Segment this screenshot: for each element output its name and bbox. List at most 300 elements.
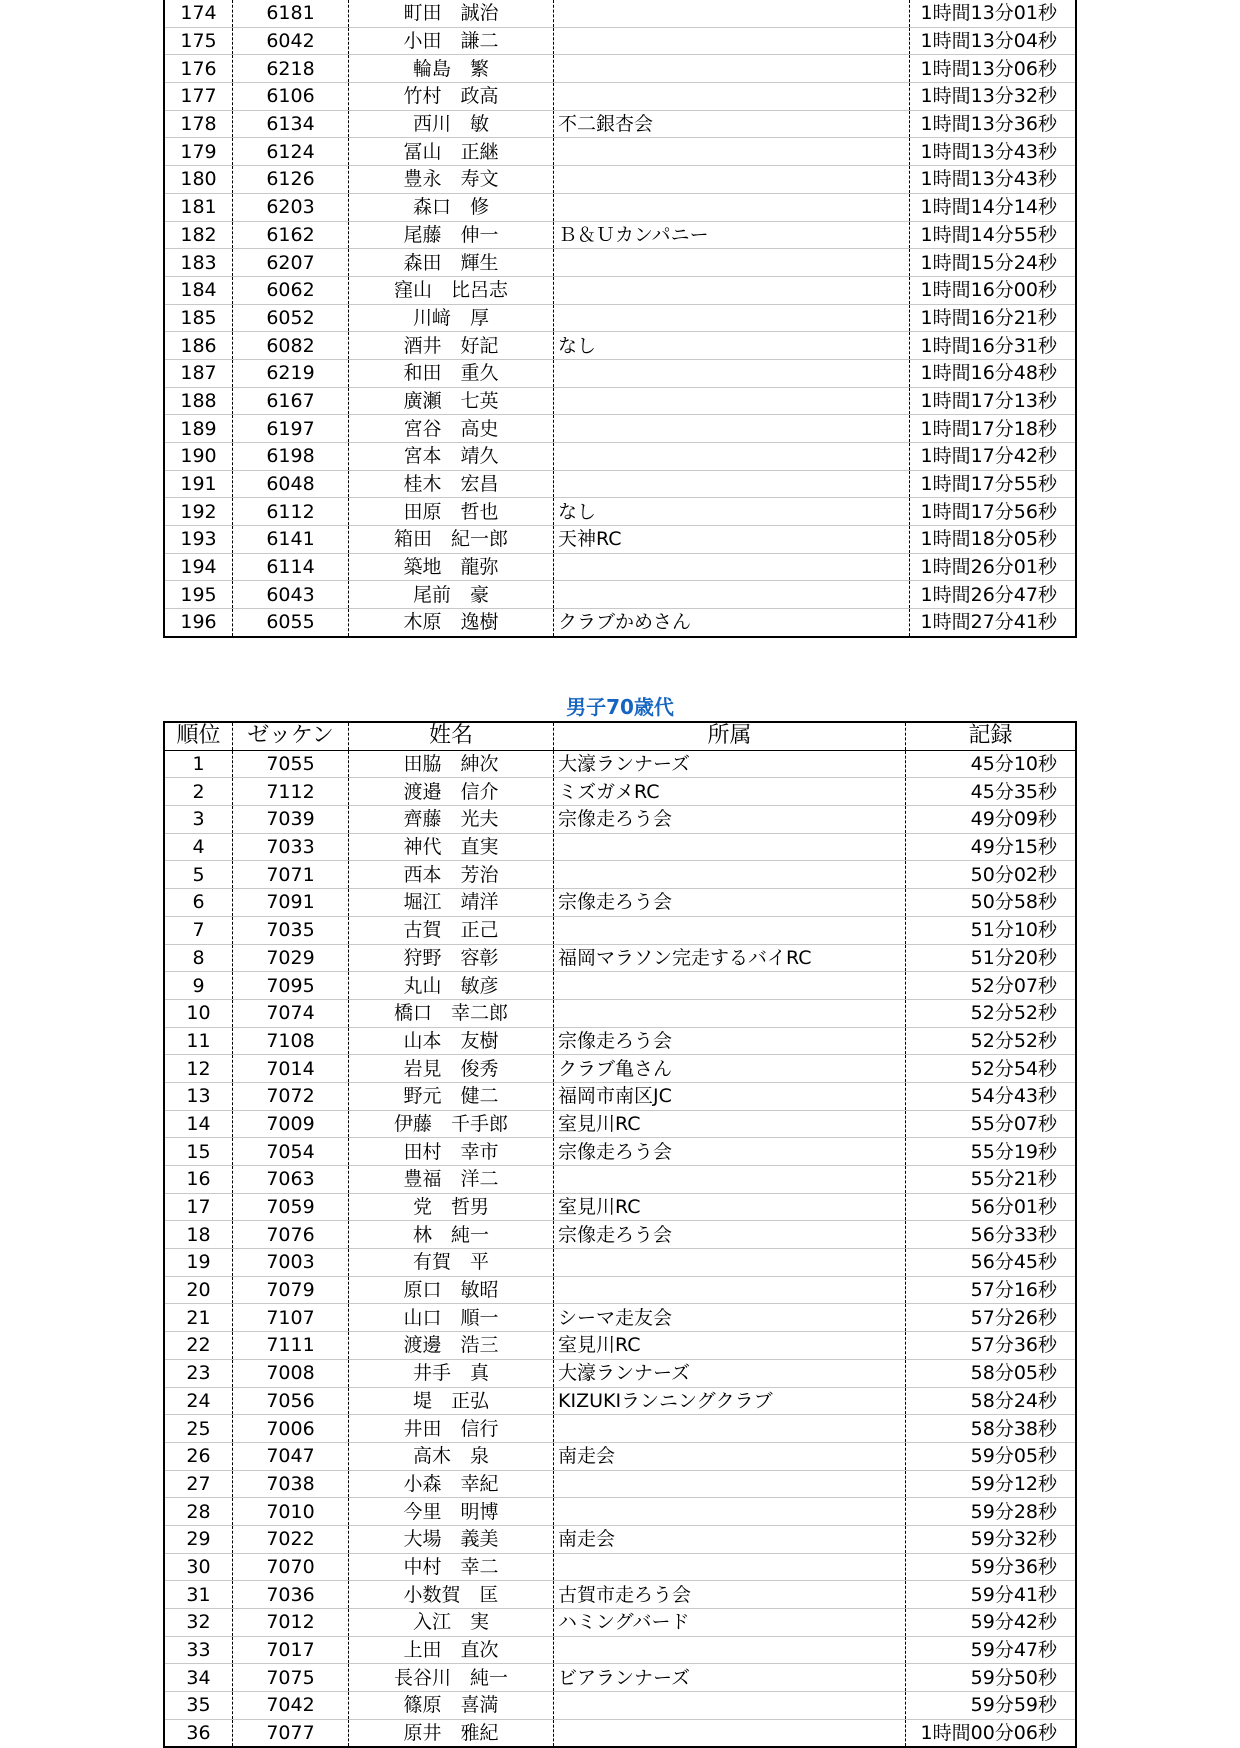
bib-cell: 6218	[233, 55, 349, 83]
table-row	[164, 470, 1076, 498]
record-cell: 1時間26分01秒	[910, 553, 1077, 581]
table-row	[164, 861, 1076, 889]
affiliation-cell	[554, 27, 910, 55]
affiliation-cell	[554, 1415, 906, 1443]
table-row	[164, 138, 1076, 166]
record-cell: 1時間14分55秒	[910, 221, 1077, 249]
name-cell: 冨山 正継	[349, 138, 554, 166]
record-cell: 1時間13分32秒	[910, 83, 1077, 111]
header-affiliation: 所属	[554, 722, 906, 750]
bib-cell: 7036	[233, 1581, 349, 1609]
bib-cell: 7091	[233, 889, 349, 917]
name-cell: 野元 健二	[349, 1082, 554, 1110]
rank-cell: 186	[164, 332, 233, 360]
bib-cell: 6048	[233, 470, 349, 498]
affiliation-cell: なし	[554, 332, 910, 360]
record-cell: 1時間16分21秒	[910, 304, 1077, 332]
rank-cell: 28	[164, 1498, 233, 1526]
table-row	[164, 83, 1076, 111]
header-row	[164, 722, 1076, 750]
table-row	[164, 1359, 1076, 1387]
name-cell: 川﨑 厚	[349, 304, 554, 332]
bib-cell: 6181	[233, 0, 349, 27]
affiliation-cell: 大濠ランナーズ	[554, 1359, 906, 1387]
name-cell: 井田 信行	[349, 1415, 554, 1443]
affiliation-cell	[554, 166, 910, 194]
record-cell: 57分16秒	[906, 1276, 1077, 1304]
bib-cell: 7108	[233, 1027, 349, 1055]
bib-cell: 7107	[233, 1304, 349, 1332]
affiliation-cell	[554, 249, 910, 277]
table-row	[164, 1110, 1076, 1138]
bib-cell: 7038	[233, 1470, 349, 1498]
name-cell: 廣瀬 七英	[349, 387, 554, 415]
rank-cell: 16	[164, 1166, 233, 1194]
bib-cell: 7022	[233, 1525, 349, 1553]
name-cell: 今里 明博	[349, 1498, 554, 1526]
record-cell: 56分33秒	[906, 1221, 1077, 1249]
bib-cell: 6141	[233, 526, 349, 554]
bib-cell: 6042	[233, 27, 349, 55]
affiliation-cell	[554, 553, 910, 581]
affiliation-cell: シーマ走友会	[554, 1304, 906, 1332]
bib-cell: 7014	[233, 1055, 349, 1083]
name-cell: 上田 直次	[349, 1636, 554, 1664]
header-rank: 順位	[164, 722, 233, 750]
name-cell: 豊福 洋二	[349, 1166, 554, 1194]
table-row	[164, 1553, 1076, 1581]
name-cell: 木原 逸樹	[349, 609, 554, 637]
record-cell: 1時間17分13秒	[910, 387, 1077, 415]
affiliation-cell	[554, 916, 906, 944]
affiliation-cell: クラブかめさん	[554, 609, 910, 637]
table-row	[164, 1498, 1076, 1526]
rank-cell: 18	[164, 1221, 233, 1249]
bib-cell: 6134	[233, 110, 349, 138]
bib-cell: 6126	[233, 166, 349, 194]
record-cell: 56分45秒	[906, 1249, 1077, 1277]
bib-cell: 7079	[233, 1276, 349, 1304]
record-cell: 1時間00分06秒	[920, 1722, 1057, 1745]
table-row	[164, 1387, 1076, 1415]
bib-cell: 7010	[233, 1498, 349, 1526]
record-cell: 55分07秒	[906, 1110, 1077, 1138]
bib-cell: 7070	[233, 1553, 349, 1581]
name-cell: 小森 幸紀	[349, 1470, 554, 1498]
name-cell: 古賀 正己	[349, 916, 554, 944]
name-cell: 狩野 容彰	[349, 944, 554, 972]
name-cell: 田原 哲也	[349, 498, 554, 526]
rank-cell: 176	[164, 55, 233, 83]
rank-cell: 32	[164, 1609, 233, 1637]
rank-cell: 35	[164, 1692, 233, 1720]
affiliation-cell: 福岡市南区JC	[554, 1082, 906, 1110]
header-name: 姓名	[349, 722, 554, 750]
affiliation-cell	[554, 833, 906, 861]
name-cell: 町田 誠治	[349, 0, 554, 27]
record-cell: 1時間15分24秒	[910, 249, 1077, 277]
name-cell: 田脇 紳次	[349, 750, 554, 778]
rank-cell: 5	[164, 861, 233, 889]
record-cell: 50分02秒	[906, 861, 1077, 889]
affiliation-cell: 福岡マラソン完走するバイRC	[554, 944, 906, 972]
table-row	[164, 750, 1076, 778]
bib-cell: 6203	[233, 193, 349, 221]
table-row	[164, 553, 1076, 581]
bib-cell: 7111	[233, 1332, 349, 1360]
record-cell: 1時間16分31秒	[910, 332, 1077, 360]
rank-cell: 183	[164, 249, 233, 277]
rank-cell: 8	[164, 944, 233, 972]
bib-cell: 7017	[233, 1636, 349, 1664]
table-row	[164, 1692, 1076, 1720]
record-cell: 59分42秒	[906, 1609, 1077, 1637]
bib-cell: 6207	[233, 249, 349, 277]
affiliation-cell: 室見川RC	[554, 1332, 906, 1360]
rank-cell: 178	[164, 110, 233, 138]
name-cell: 田村 幸市	[349, 1138, 554, 1166]
bib-cell: 6167	[233, 387, 349, 415]
table-row	[164, 1609, 1076, 1637]
name-cell: 山本 友樹	[349, 1027, 554, 1055]
affiliation-cell: 宗像走ろう会	[554, 1027, 906, 1055]
table-row	[164, 526, 1076, 554]
bib-cell: 6043	[233, 581, 349, 609]
affiliation-cell	[554, 470, 910, 498]
record-cell: 1時間13分01秒	[910, 0, 1077, 27]
table-row	[164, 249, 1076, 277]
affiliation-cell	[554, 1498, 906, 1526]
record-cell: 1時間16分00秒	[910, 276, 1077, 304]
record-cell: 1時間13分04秒	[910, 27, 1077, 55]
name-cell: 西川 敏	[349, 110, 554, 138]
table-row	[164, 1221, 1076, 1249]
table-row	[164, 1304, 1076, 1332]
rank-cell: 25	[164, 1415, 233, 1443]
affiliation-cell	[554, 359, 910, 387]
name-cell: 森口 修	[349, 193, 554, 221]
rank-cell: 13	[164, 1082, 233, 1110]
name-cell: 豊永 寿文	[349, 166, 554, 194]
bib-cell: 7056	[233, 1387, 349, 1415]
bib-cell: 7059	[233, 1193, 349, 1221]
rank-cell: 29	[164, 1525, 233, 1553]
rank-cell: 10	[164, 999, 233, 1027]
record-cell: 52分52秒	[906, 999, 1077, 1027]
affiliation-cell	[554, 387, 910, 415]
bib-cell: 6106	[233, 83, 349, 111]
bib-cell: 6062	[233, 276, 349, 304]
table-row	[164, 1166, 1076, 1194]
table-row	[164, 609, 1076, 637]
table-row	[164, 276, 1076, 304]
table-row	[164, 944, 1076, 972]
record-cell: 1時間17分55秒	[910, 470, 1077, 498]
name-cell: 桂木 宏昌	[349, 470, 554, 498]
bib-cell: 7029	[233, 944, 349, 972]
results-table-2	[163, 721, 1077, 1748]
record-cell: 58分38秒	[906, 1415, 1077, 1443]
affiliation-cell: 宗像走ろう会	[554, 1138, 906, 1166]
bib-cell: 6112	[233, 498, 349, 526]
rank-cell: 21	[164, 1304, 233, 1332]
name-cell: 入江 実	[349, 1609, 554, 1637]
affiliation-cell	[554, 55, 910, 83]
record-cell: 1時間17分56秒	[910, 498, 1077, 526]
record-cell: 51分10秒	[906, 916, 1077, 944]
record-cell: 51分20秒	[906, 944, 1077, 972]
bib-cell: 7063	[233, 1166, 349, 1194]
table-row	[164, 1332, 1076, 1360]
name-cell: 丸山 敏彦	[349, 972, 554, 1000]
name-cell: 渡邉 信介	[349, 778, 554, 806]
rank-cell: 12	[164, 1055, 233, 1083]
rank-cell: 196	[164, 609, 233, 637]
record-cell: 52分54秒	[906, 1055, 1077, 1083]
name-cell: 輪島 繁	[349, 55, 554, 83]
bib-cell: 6055	[233, 609, 349, 637]
rank-cell: 19	[164, 1249, 233, 1277]
record-cell: 49分15秒	[906, 833, 1077, 861]
table-row	[164, 806, 1076, 834]
table-row	[164, 332, 1076, 360]
header-bib: ゼッケン	[233, 722, 349, 750]
bib-cell: 7042	[233, 1692, 349, 1720]
record-cell: 58分24秒	[906, 1387, 1077, 1415]
name-cell: 尾前 豪	[349, 581, 554, 609]
name-cell: 箱田 紀一郎	[349, 526, 554, 554]
bib-cell: 7076	[233, 1221, 349, 1249]
affiliation-cell	[554, 972, 906, 1000]
affiliation-cell: 古賀市走ろう会	[554, 1581, 906, 1609]
bib-cell: 7072	[233, 1082, 349, 1110]
results-table-men-70s	[163, 721, 1077, 1748]
affiliation-cell: 室見川RC	[554, 1193, 906, 1221]
affiliation-cell	[554, 1692, 906, 1720]
name-cell: 堤 正弘	[349, 1387, 554, 1415]
affiliation-cell	[554, 443, 910, 471]
rank-cell: 174	[164, 0, 233, 27]
rank-cell: 27	[164, 1470, 233, 1498]
name-cell: 高木 泉	[349, 1442, 554, 1470]
affiliation-cell	[554, 138, 910, 166]
affiliation-cell: ビアランナーズ	[554, 1664, 906, 1692]
record-cell: 1時間13分36秒	[910, 110, 1077, 138]
name-cell: 橋口 幸二郎	[349, 999, 554, 1027]
bib-cell: 7039	[233, 806, 349, 834]
bib-cell: 7033	[233, 833, 349, 861]
bib-cell: 7012	[233, 1609, 349, 1637]
rank-cell: 191	[164, 470, 233, 498]
table-row	[164, 387, 1076, 415]
name-cell: 林 純一	[349, 1221, 554, 1249]
rank-cell: 11	[164, 1027, 233, 1055]
affiliation-cell: 宗像走ろう会	[554, 1221, 906, 1249]
rank-cell: 2	[164, 778, 233, 806]
table-row	[164, 1193, 1076, 1221]
name-cell: 酒井 好記	[349, 332, 554, 360]
table-row	[164, 1636, 1076, 1664]
rank-cell: 33	[164, 1636, 233, 1664]
rank-cell: 192	[164, 498, 233, 526]
results-table-1	[163, 0, 1077, 638]
record-cell: 1時間13分06秒	[910, 55, 1077, 83]
rank-cell: 184	[164, 276, 233, 304]
affiliation-cell: ミズガメRC	[554, 778, 906, 806]
record-cell: 45分10秒	[906, 750, 1077, 778]
affiliation-cell	[554, 193, 910, 221]
rank-cell: 17	[164, 1193, 233, 1221]
record-cell: 59分41秒	[906, 1581, 1077, 1609]
affiliation-cell: 宗像走ろう会	[554, 806, 906, 834]
name-cell: 神代 直実	[349, 833, 554, 861]
table-row	[164, 498, 1076, 526]
table-row	[164, 443, 1076, 471]
bib-cell: 7074	[233, 999, 349, 1027]
table-row	[164, 1525, 1076, 1553]
affiliation-cell	[554, 304, 910, 332]
name-cell: 原口 敏昭	[349, 1276, 554, 1304]
rank-cell: 30	[164, 1553, 233, 1581]
affiliation-cell	[554, 861, 906, 889]
bib-cell: 7095	[233, 972, 349, 1000]
results-table-continued	[163, 0, 1077, 638]
name-cell: 有賀 平	[349, 1249, 554, 1277]
rank-cell: 1	[164, 750, 233, 778]
rank-cell: 14	[164, 1110, 233, 1138]
rank-cell: 189	[164, 415, 233, 443]
affiliation-cell: 南走会	[554, 1442, 906, 1470]
rank-cell: 23	[164, 1359, 233, 1387]
name-cell: 篠原 喜満	[349, 1692, 554, 1720]
record-cell: 59分59秒	[906, 1692, 1077, 1720]
rank-cell: 34	[164, 1664, 233, 1692]
bib-cell: 6124	[233, 138, 349, 166]
record-cell: 45分35秒	[906, 778, 1077, 806]
record-cell: 59分47秒	[906, 1636, 1077, 1664]
affiliation-cell: KIZUKIランニングクラブ	[554, 1387, 906, 1415]
rank-cell: 195	[164, 581, 233, 609]
table-row	[164, 415, 1076, 443]
rank-cell: 194	[164, 553, 233, 581]
name-cell: 党 哲男	[349, 1193, 554, 1221]
table-row	[164, 916, 1076, 944]
bib-cell: 7055	[233, 750, 349, 778]
table-row	[164, 1470, 1076, 1498]
table-row	[164, 1138, 1076, 1166]
bib-cell: 7054	[233, 1138, 349, 1166]
name-cell: 長谷川 純一	[349, 1664, 554, 1692]
table-row	[164, 1664, 1076, 1692]
affiliation-cell	[554, 1166, 906, 1194]
rank-cell: 31	[164, 1581, 233, 1609]
rank-cell: 179	[164, 138, 233, 166]
table-row	[164, 778, 1076, 806]
record-cell: 59分32秒	[906, 1525, 1077, 1553]
name-cell: 和田 重久	[349, 359, 554, 387]
name-cell: 伊藤 千手郎	[349, 1110, 554, 1138]
rank-cell: 175	[164, 27, 233, 55]
rank-cell: 182	[164, 221, 233, 249]
affiliation-cell: 室見川RC	[554, 1110, 906, 1138]
name-cell: 原井 雅紀	[349, 1719, 554, 1747]
table-row	[164, 1027, 1076, 1055]
rank-cell: 9	[164, 972, 233, 1000]
rank-cell: 188	[164, 387, 233, 415]
rank-cell: 26	[164, 1442, 233, 1470]
bib-cell: 6082	[233, 332, 349, 360]
bib-cell: 7047	[233, 1442, 349, 1470]
name-cell: 小田 謙二	[349, 27, 554, 55]
table-row	[164, 55, 1076, 83]
table-row	[164, 110, 1076, 138]
record-cell: 57分26秒	[906, 1304, 1077, 1332]
table-row	[164, 1055, 1076, 1083]
affiliation-cell: 不二銀杏会	[554, 110, 910, 138]
affiliation-cell	[554, 999, 906, 1027]
rank-cell: 4	[164, 833, 233, 861]
name-cell: 尾藤 伸一	[349, 221, 554, 249]
name-cell: 宮本 靖久	[349, 443, 554, 471]
bib-cell: 7003	[233, 1249, 349, 1277]
table-row	[164, 1719, 1076, 1747]
record-cell: 58分05秒	[906, 1359, 1077, 1387]
record-cell: 56分01秒	[906, 1193, 1077, 1221]
record-cell: 1時間18分05秒	[910, 526, 1077, 554]
bib-cell: 6219	[233, 359, 349, 387]
name-cell: 小数賀 匡	[349, 1581, 554, 1609]
bib-cell: 6114	[233, 553, 349, 581]
rank-cell: 36	[164, 1719, 233, 1747]
name-cell: 西本 芳治	[349, 861, 554, 889]
affiliation-cell: ハミングバード	[554, 1609, 906, 1637]
name-cell: 山口 順一	[349, 1304, 554, 1332]
affiliation-cell	[554, 1249, 906, 1277]
rank-cell: 22	[164, 1332, 233, 1360]
record-cell: 1時間13分43秒	[910, 166, 1077, 194]
rank-cell: 7	[164, 916, 233, 944]
record-cell: 54分43秒	[906, 1082, 1077, 1110]
record-cell: 59分12秒	[906, 1470, 1077, 1498]
bib-cell: 7075	[233, 1664, 349, 1692]
table-row	[164, 581, 1076, 609]
rank-cell: 24	[164, 1387, 233, 1415]
bib-cell: 6198	[233, 443, 349, 471]
affiliation-cell	[554, 0, 910, 27]
name-cell: 井手 真	[349, 1359, 554, 1387]
bib-cell: 7006	[233, 1415, 349, 1443]
name-cell: 渡邊 浩三	[349, 1332, 554, 1360]
name-cell: 竹村 政高	[349, 83, 554, 111]
name-cell: 宮谷 高史	[349, 415, 554, 443]
affiliation-cell	[554, 581, 910, 609]
record-cell: 1時間17分42秒	[910, 443, 1077, 471]
table-row	[164, 1415, 1076, 1443]
table-row	[164, 1249, 1076, 1277]
rank-cell: 185	[164, 304, 233, 332]
bib-cell: 6197	[233, 415, 349, 443]
rank-cell: 187	[164, 359, 233, 387]
affiliation-cell	[554, 83, 910, 111]
name-cell: 窪山 比呂志	[349, 276, 554, 304]
table-row	[164, 889, 1076, 917]
affiliation-cell: 大濠ランナーズ	[554, 750, 906, 778]
bib-cell: 7009	[233, 1110, 349, 1138]
table-row	[164, 1442, 1076, 1470]
name-cell: 中村 幸二	[349, 1553, 554, 1581]
record-cell: 1時間14分14秒	[910, 193, 1077, 221]
record-cell: 59分50秒	[906, 1664, 1077, 1692]
